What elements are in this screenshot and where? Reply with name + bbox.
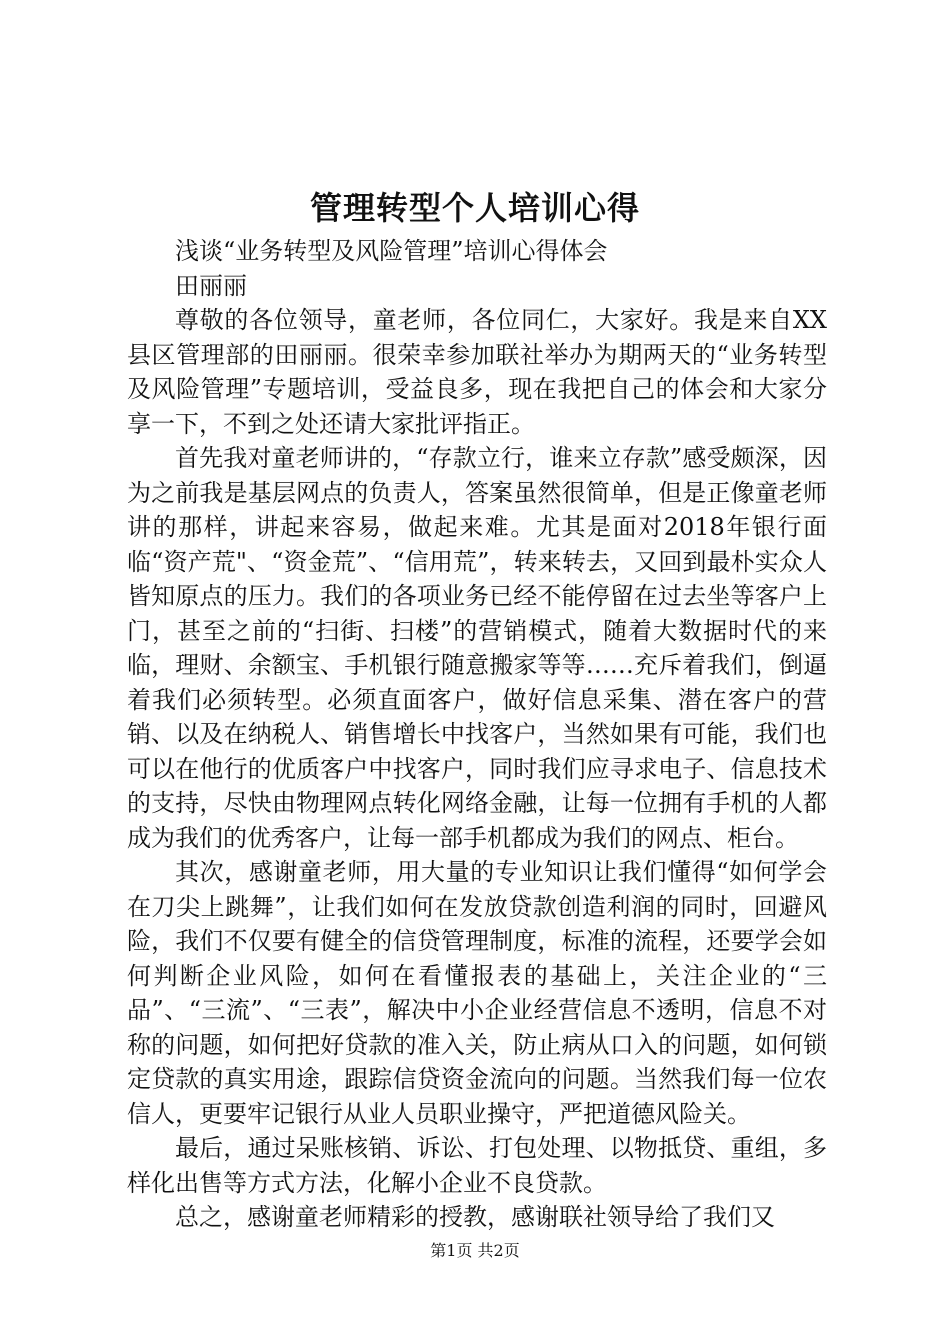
document-body: [127, 234, 827, 1235]
page-footer: 第1页 共2页: [430, 1241, 520, 1260]
paragraph-2: 首先我对童老师讲的，“存款立行，谁来立存款”感受颇深，因为之前我是基层网点的负责人，答案虽然很简单，但是正像童老师讲的那样，讲起来容易，做起来难。尤其是面对2018年银行面临“资产荒"、“资金荒”、“信用荒”，转来转去，又回到最朴实众人皆知原点的压力。我们的各项业务已经不能停留在过去坐等客户上门，甚至之前的“扫街、扫楼”的营销模式，随着大数据时代的来临，理财、余额宝、手机银行随意搬家等等……充斥着我们，倒逼着我们必须转型。必须直面客户，做好信息采集、潜在客户的营销、以及在纳税人、销售增长中找客户，当然如果有可能，我们也可以在他行的优质客户中找客户，同时我们应寻求电子、信息技术的支持，尽快由物理网点转化网络金融，让每一位拥有手机的人都成为我们的优秀客户，让每一部手机都成为我们的网点、柜台。: [127, 444, 827, 852]
subtitle: 浅谈“业务转型及风险管理”培训心得体会: [175, 237, 608, 265]
paragraph-3: 其次，感谢童老师，用大量的专业知识让我们懂得“如何学会在刀尖上跳舞”，让我们如何在发放贷款创造利润的同时，回避风险，我们不仅要有健全的信贷管理制度，标准的流程，还要学会如何判断企业风险，如何在看懂报表的基础上，关注企业的“三品”、“三流”、“三表”，解决中小企业经营信息不透明，信息不对称的问题，如何把好贷款的准入关，防止病从口入的问题，如何锁定贷款的真实用途，跟踪信贷资金流向的问题。当然我们每一位农信人，更要牢记银行从业人员职业操守，严把道德风险关。: [127, 858, 827, 1128]
paragraph-1: 尊敬的各位领导，童老师，各位同仁，大家好。我是来自XX县区管理部的田丽丽。很荣幸参加联社举办为期两天的“业务转型及风险管理”专题培训，受益良多，现在我把自己的体会和大家分享一下，不到之处还请大家批评指正。: [127, 306, 827, 438]
paragraph-4: 最后，通过呆账核销、诉讼、打包处理、以物抵贷、重组，多样化出售等方式方法，化解小企业不良贷款。: [127, 1134, 827, 1197]
paragraph-5: 总之，感谢童老师精彩的授教，感谢联社领导给了我们又: [175, 1203, 775, 1231]
author-name: 田丽丽: [175, 271, 247, 300]
page-title: 管理转型个人培训心得: [309, 189, 640, 227]
